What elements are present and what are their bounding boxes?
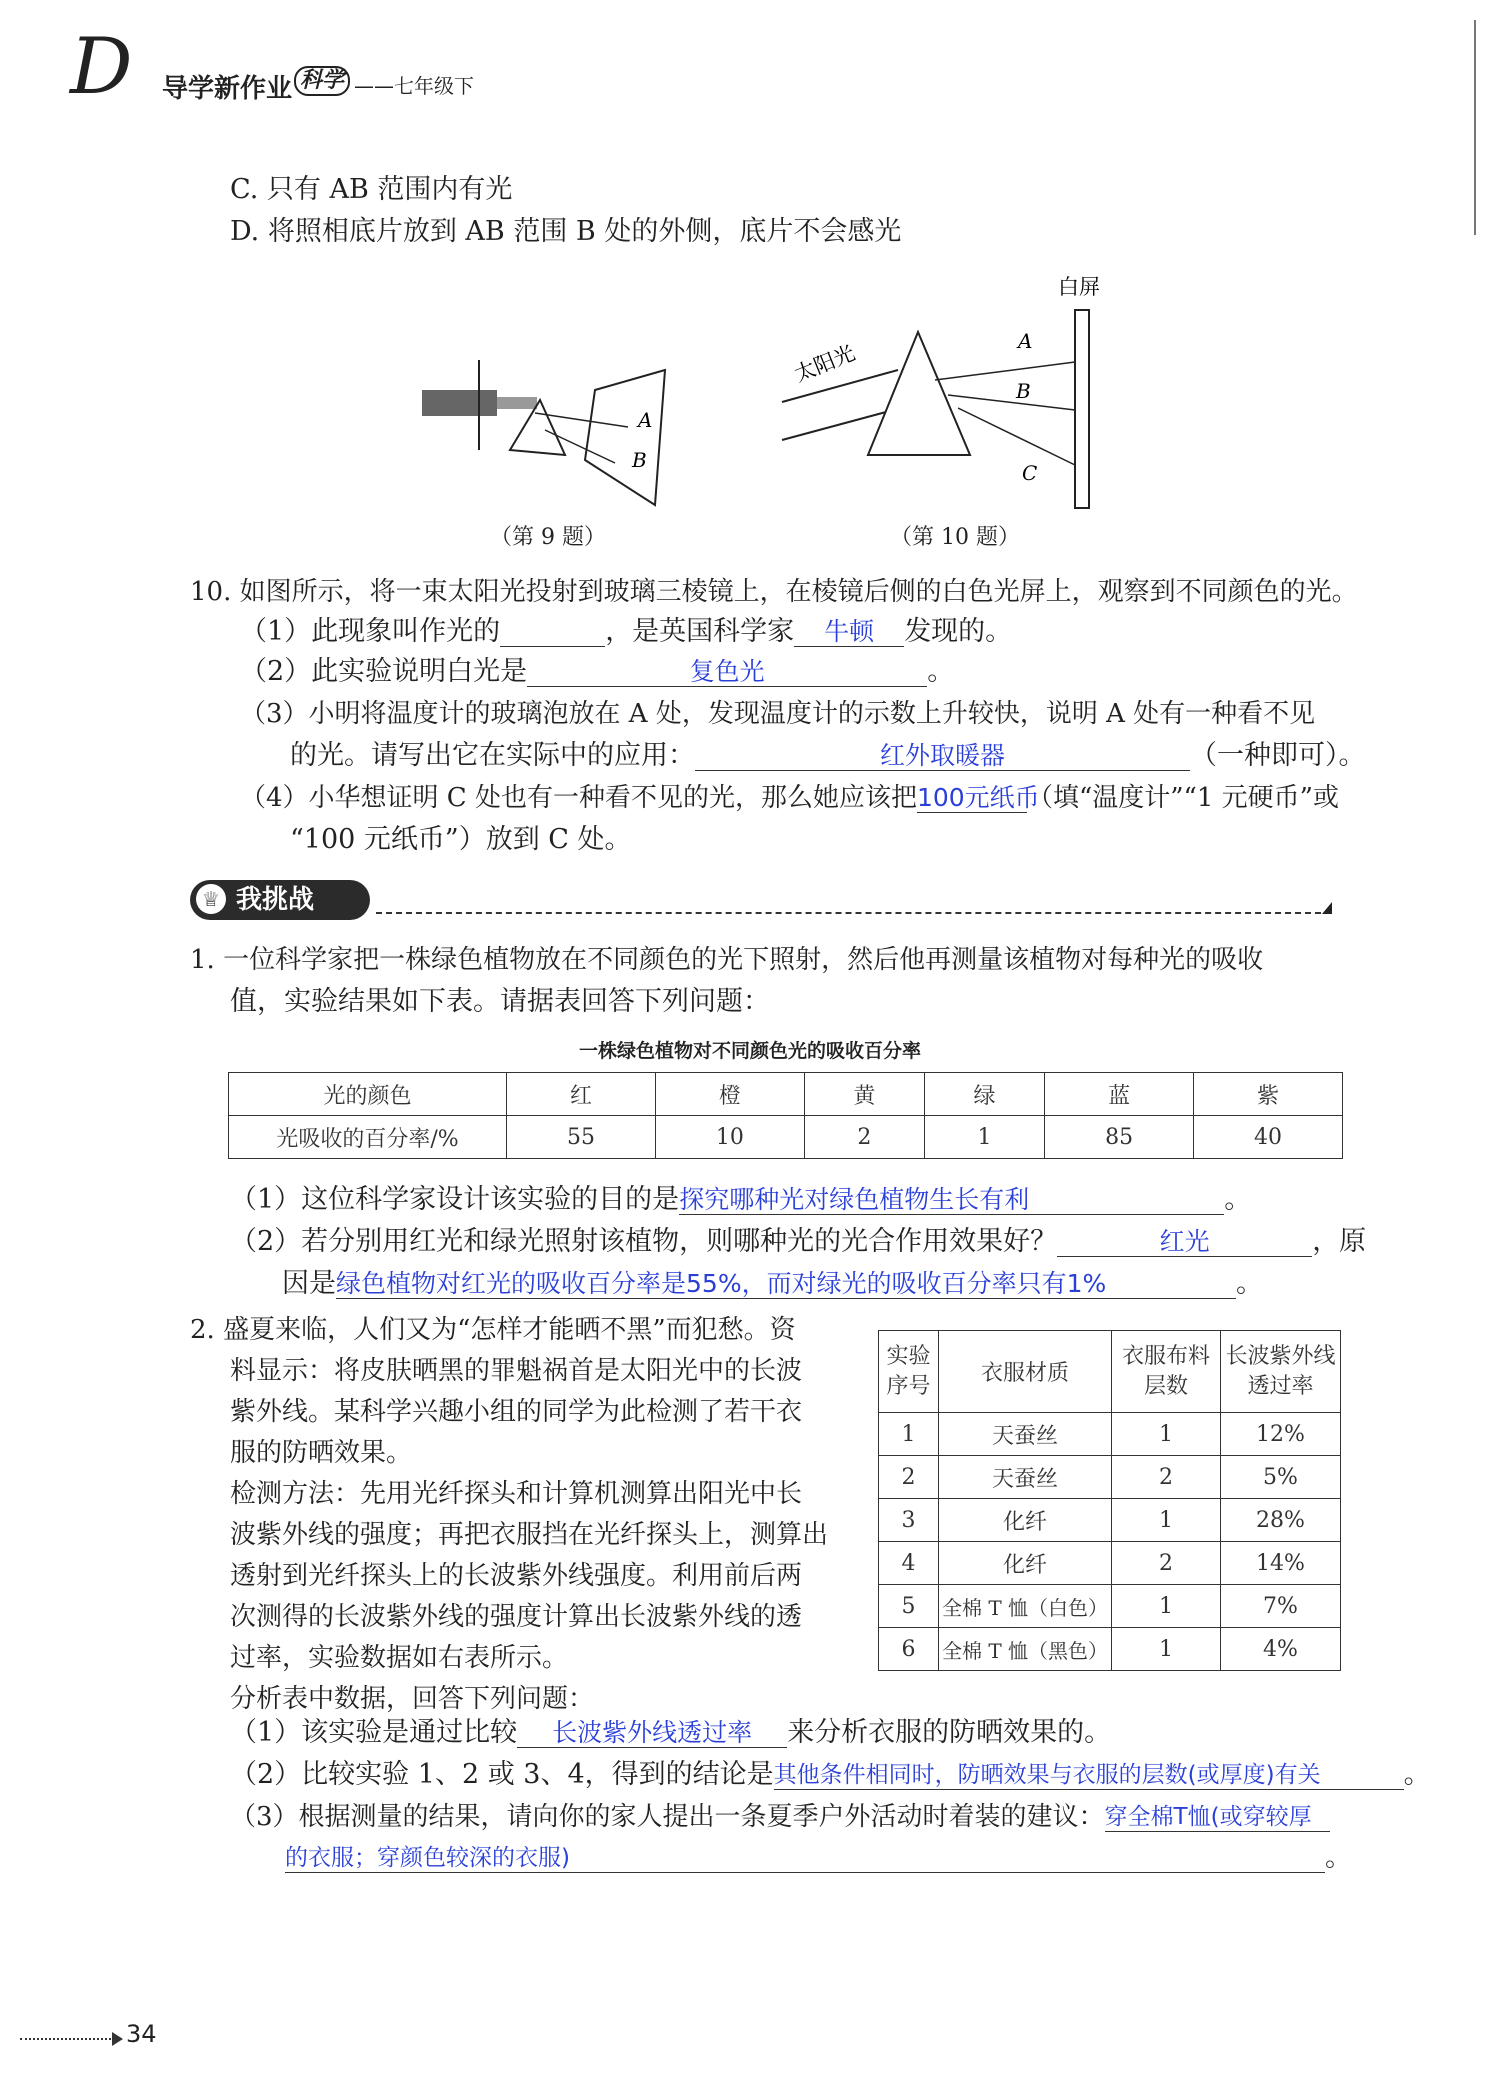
c2-part3-line1: （3）根据测量的结果，请向你的家人提出一条夏季户外活动时着装的建议：穿全棉T恤(或穿较厚 <box>230 1797 1330 1837</box>
table-cell: 1 <box>1112 1628 1221 1671</box>
ray-b <box>545 430 615 463</box>
table-row <box>879 1413 1341 1456</box>
table-cell: 6 <box>879 1628 939 1671</box>
fig10-caption: （第 10 题） <box>890 525 1020 550</box>
trophy-icon: ♕ <box>196 884 226 914</box>
section-header <box>190 880 1335 924</box>
c2-line: 服的防晒效果。 <box>230 1438 413 1468</box>
table-cell: 天蚕丝 <box>939 1456 1112 1499</box>
table-cell: 28% <box>1221 1499 1341 1542</box>
fig9-caption: （第 9 题） <box>490 525 606 550</box>
footer-dots <box>20 2038 115 2040</box>
c2-part1: （1）该实验是通过比较 长波紫外线透过率 来分析衣服的防晒效果的。 <box>230 1713 1111 1753</box>
table-cell: 2 <box>1112 1456 1221 1499</box>
c2-line: 波紫外线的强度；再把衣服挡在光纤探头上，测算出 <box>230 1520 829 1550</box>
c2-line: 料显示：将皮肤晒黑的罪魁祸首是太阳光中的长波 <box>230 1356 803 1386</box>
table-row <box>879 1542 1341 1585</box>
screen-trapezoid <box>585 370 665 505</box>
table-cell: 黄 <box>804 1073 924 1116</box>
absorption-table <box>228 1072 1343 1159</box>
table-cell: 1 <box>879 1413 939 1456</box>
answer-blank: 其他条件相同时，防晒效果与衣服的层数(或厚度)有关 <box>774 1755 1404 1790</box>
answer-blank: 探究哪种光对绿色植物生长有利 <box>679 1180 1224 1215</box>
table-cell: 55 <box>507 1116 656 1159</box>
header-edge-line <box>1474 20 1476 235</box>
subject-badge: 科学 <box>294 66 350 96</box>
table-cell: 5 <box>879 1585 939 1628</box>
table-cell: 4 <box>879 1542 939 1585</box>
answer-blank: 100元纸币 <box>917 778 1027 813</box>
answer-blank: 牛顿 <box>794 612 904 647</box>
table-cell: 光的颜色 <box>229 1073 507 1116</box>
table-cell: 蓝 <box>1045 1073 1194 1116</box>
table-cell: 3 <box>879 1499 939 1542</box>
c2-line: 2. 盛夏来临，人们又为“怎样才能晒不黑”而犯愁。资 <box>190 1315 796 1345</box>
answer-blank: 复色光 <box>527 652 927 687</box>
logo-letter: D <box>70 22 133 112</box>
answer-blank: 绿色植物对红光的吸收百分率是55%，而对绿光的吸收百分率只有1% <box>336 1264 1236 1299</box>
fig9-label-a: A <box>638 408 653 432</box>
c1-part1: （1）这位科学家设计该实验的目的是探究哪种光对绿色植物生长有利 。 <box>230 1180 1251 1220</box>
fig10-screen-label: 白屏 <box>1058 275 1100 299</box>
c1-stem-line2: 值，实验结果如下表。请据表回答下列问题： <box>230 986 770 1017</box>
table-cell: 全棉 T 恤（黑色） <box>939 1628 1112 1671</box>
table-row <box>879 1456 1341 1499</box>
option-d: D. 将照相底片放到 AB 范围 B 处的外侧，底片不会感光 <box>230 216 902 247</box>
table-cell: 1 <box>924 1116 1044 1159</box>
c1-part2-line1: （2）若分别用红光和绿光照射该植物，则哪种光的光合作用效果好？ 红光 ，原 <box>230 1222 1366 1262</box>
c2-line: 分析表中数据，回答下列问题： <box>230 1684 595 1714</box>
answer-blank: 红外取暖器 <box>695 736 1190 771</box>
table-cell: 橙 <box>655 1073 804 1116</box>
q10-part3-line1: （3）小明将温度计的玻璃泡放在 A 处，发现温度计的示数上升较快，说明 A 处有一种看不见 <box>240 699 1316 729</box>
table-header-row <box>229 1073 1343 1116</box>
series-title: 导学新作业 <box>162 74 293 104</box>
projector-lens <box>497 397 537 409</box>
table-cell: 40 <box>1194 1116 1343 1159</box>
projector-body <box>422 390 497 416</box>
table-cell: 2 <box>804 1116 924 1159</box>
table-cell: 绿 <box>924 1073 1044 1116</box>
table-cell: 光吸收的百分率/% <box>229 1116 507 1159</box>
ray-a <box>935 362 1075 380</box>
table-cell: 14% <box>1221 1542 1341 1585</box>
c1-part2-line2: 因是绿色植物对红光的吸收百分率是55%，而对绿光的吸收百分率只有1% 。 <box>282 1264 1263 1304</box>
fig10-label-a: A <box>1018 329 1033 353</box>
table-cell: 衣服布料层数 <box>1112 1331 1221 1413</box>
table-cell: 5% <box>1221 1456 1341 1499</box>
table-cell: 衣服材质 <box>939 1331 1112 1413</box>
table-cell: 紫 <box>1194 1073 1343 1116</box>
figure-9 <box>410 355 680 510</box>
q10-part1: （1）此现象叫作光的 ，是英国科学家 牛顿 发现的。 <box>240 612 1012 652</box>
table-cell: 85 <box>1045 1116 1194 1159</box>
section-title: 我挑战 <box>236 885 315 915</box>
page-header <box>70 22 590 118</box>
figure-10 <box>770 270 1110 515</box>
q10-part4-line1: （4）小华想证明 C 处也有一种看不见的光，那么她应该把100元纸币（填“温度计”“1 元硬币”或 <box>240 778 1339 818</box>
c2-line: 透射到光纤探头上的长波紫外线强度。利用前后两 <box>230 1561 803 1591</box>
c2-body <box>190 1310 828 1720</box>
table-cell: 1 <box>1112 1413 1221 1456</box>
answer-blank: 穿全棉T恤(或穿较厚 <box>1105 1797 1330 1832</box>
q10-part3-line2: 的光。请写出它在实际中的应用： 红外取暖器 （一种即可）。 <box>290 736 1366 776</box>
table-row <box>229 1116 1343 1159</box>
table-cell: 天蚕丝 <box>939 1413 1112 1456</box>
c1-table-title: 一株绿色植物对不同颜色光的吸收百分率 <box>578 1040 921 1062</box>
table-cell: 实验序号 <box>879 1331 939 1413</box>
section-end-mark <box>1322 902 1332 914</box>
ray-c <box>958 408 1075 465</box>
table-cell: 长波紫外线透过率 <box>1221 1331 1341 1413</box>
answer-blank: 红光 <box>1057 1222 1312 1257</box>
c2-line: 紫外线。某科学兴趣小组的同学为此检测了若干衣 <box>230 1397 803 1427</box>
table-cell: 7% <box>1221 1585 1341 1628</box>
page-number: 34 <box>126 2020 157 2048</box>
table-cell: 化纤 <box>939 1499 1112 1542</box>
table-cell: 2 <box>879 1456 939 1499</box>
c2-line: 检测方法：先用光纤探头和计算机测算出阳光中长 <box>230 1479 803 1509</box>
fig9-label-b: B <box>632 448 647 472</box>
table-cell: 红 <box>507 1073 656 1116</box>
table-row <box>879 1628 1341 1671</box>
c1-stem-line1: 1. 一位科学家把一株绿色植物放在不同颜色的光下照射，然后他再测量该植物对每种光的吸收 <box>190 945 1264 975</box>
table-cell: 化纤 <box>939 1542 1112 1585</box>
table-cell: 1 <box>1112 1585 1221 1628</box>
table-cell: 全棉 T 恤（白色） <box>939 1585 1112 1628</box>
answer-blank: 的衣服；穿颜色较深的衣服) <box>285 1838 1325 1873</box>
white-screen <box>1075 310 1089 508</box>
answer-blank <box>500 612 605 647</box>
c2-part3-line2: 的衣服；穿颜色较深的衣服) 。 <box>285 1838 1352 1878</box>
ray-b <box>948 395 1075 410</box>
fig10-label-b: B <box>1016 379 1031 403</box>
table-cell: 1 <box>1112 1499 1221 1542</box>
table-cell: 10 <box>655 1116 804 1159</box>
c2-line: 过率，实验数据如右表所示。 <box>230 1643 569 1673</box>
table-cell: 12% <box>1221 1413 1341 1456</box>
q10-stem: 10. 如图所示，将一束太阳光投射到玻璃三棱镜上，在棱镜后侧的白色光屏上，观察到不同颜色的光。 <box>190 577 1358 607</box>
table-cell: 2 <box>1112 1542 1221 1585</box>
fig10-sunlight-label: 太阳光 <box>790 340 859 387</box>
fig10-label-c: C <box>1022 461 1038 485</box>
table-row <box>879 1499 1341 1542</box>
q10-part2: （2）此实验说明白光是 复色光 。 <box>240 652 954 692</box>
c2-line: 次测得的长波紫外线的强度计算出长波紫外线的透 <box>230 1602 803 1632</box>
prism <box>868 332 970 455</box>
q10-part4-line2: “100 元纸币”）放到 C 处。 <box>290 824 632 855</box>
table-cell: 4% <box>1221 1628 1341 1671</box>
option-c: C. 只有 AB 范围内有光 <box>230 174 513 205</box>
section-dashed-line <box>376 912 1321 914</box>
table-row <box>879 1585 1341 1628</box>
uv-table <box>878 1330 1341 1671</box>
c2-part2: （2）比较实验 1、2 或 3、4，得到的结论是其他条件相同时，防晒效果与衣服的层数(或厚度)有关 。 <box>230 1755 1431 1795</box>
answer-blank: 长波紫外线透过率 <box>517 1713 787 1748</box>
grade-label: ——七年级下 <box>354 74 474 98</box>
table-header-row <box>879 1331 1341 1413</box>
sunray-2 <box>782 412 886 440</box>
footer-arrow-icon <box>112 2032 123 2046</box>
